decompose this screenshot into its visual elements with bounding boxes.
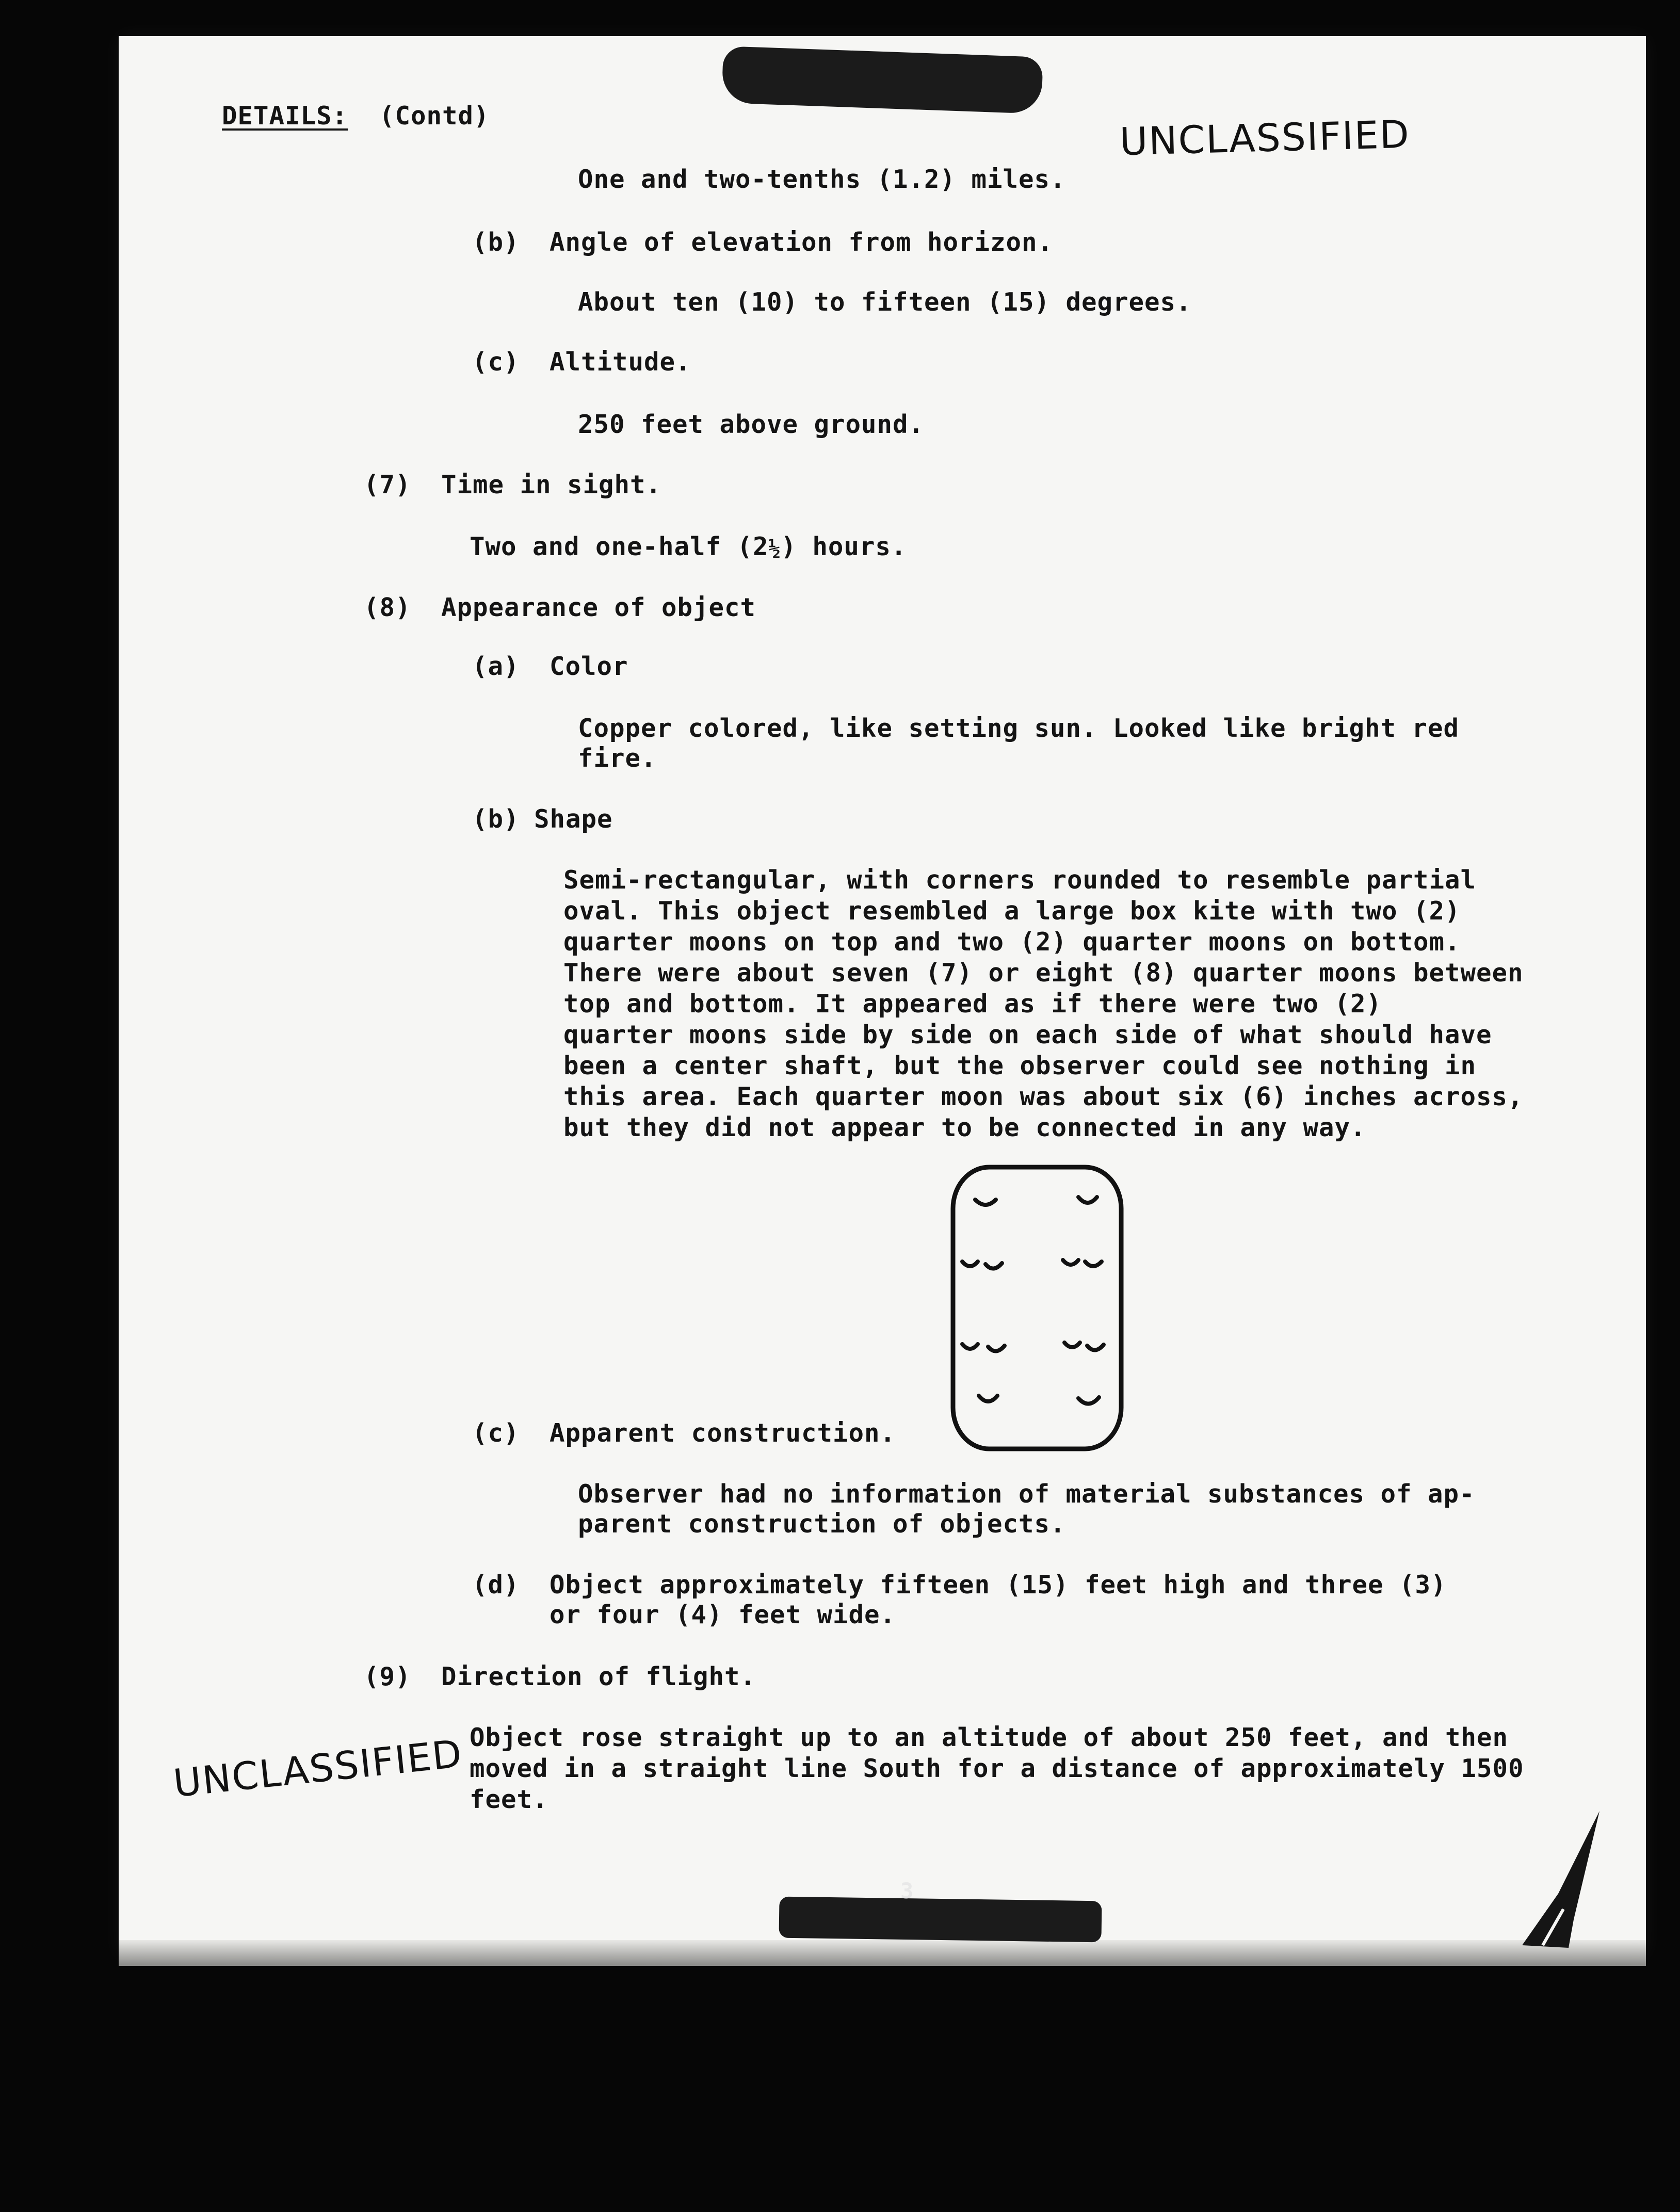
distance-value: One and two-tenths (1.2) miles. — [578, 165, 1066, 194]
shape-line: top and bottom. It appeared as if there were two (2) — [563, 989, 1382, 1019]
redaction-mark-top — [721, 46, 1043, 114]
section-7-value-post: ) hours. — [781, 532, 907, 561]
quarter-moon-mark — [962, 1262, 978, 1266]
shape-line: oval. This object resembled a large box kite with two (2) — [563, 896, 1461, 926]
item-a-title: Color — [550, 652, 628, 681]
page-shadow-strip — [119, 1940, 1646, 1966]
item-shape-title: Shape — [534, 804, 613, 834]
quarter-moon-mark — [1085, 1262, 1102, 1266]
item-d-marker: (d) — [472, 1570, 520, 1600]
flight-line: moved in a straight line South for a distance of approximately 1500 — [470, 1754, 1524, 1783]
shape-description — [563, 865, 1524, 1143]
quarter-moon-mark — [1078, 1397, 1099, 1404]
section-9-marker: (9) — [364, 1662, 411, 1691]
unclassified-stamp-top: UNCLASSIFIED — [1119, 112, 1411, 165]
construction-line-1: Observer had no information of material substances of ap- — [578, 1479, 1475, 1509]
flight-description — [470, 1722, 1524, 1815]
unclassified-stamp-bottom: UNCLASSIFIED — [171, 1731, 465, 1806]
item-b-value: About ten (10) to fifteen (15) degrees. — [578, 287, 1192, 317]
item-shape-marker: (b) — [472, 804, 520, 834]
quarter-moon-mark — [979, 1396, 997, 1401]
page-number: 3 — [900, 1878, 914, 1903]
construction-line-2: parent construction of objects. — [578, 1509, 1066, 1539]
object-sketch — [947, 1161, 1127, 1455]
shape-line: Semi-rectangular, with corners rounded to resemble partial — [563, 865, 1477, 895]
shape-line: quarter moons on top and two (2) quarter moons on bottom. — [563, 927, 1461, 957]
quarter-moon-mark — [1064, 1343, 1080, 1347]
shape-line: but they did not appear to be connected in any way. — [563, 1113, 1366, 1142]
flight-line: feet. — [470, 1785, 548, 1814]
section-7-value — [470, 531, 907, 564]
corner-tear-mark — [1512, 1806, 1605, 1956]
contd-label: (Contd) — [379, 101, 490, 131]
color-line-1: Copper colored, like setting sun. Looked like bright red — [578, 714, 1460, 743]
section-7-value-fraction: ½ — [768, 537, 781, 560]
quarter-moon-mark — [1087, 1345, 1104, 1350]
item-b-title: Angle of elevation from horizon. — [550, 228, 1054, 257]
item-c-value: 250 feet above ground. — [578, 410, 925, 439]
item-construction-marker: (c) — [472, 1418, 520, 1448]
item-b-marker: (b) — [472, 228, 520, 257]
item-c-marker: (c) — [472, 347, 520, 377]
item-c-title: Altitude. — [550, 347, 691, 377]
section-7-value-pre: Two and one-half (2 — [470, 532, 769, 561]
section-7-title: Time in sight. — [441, 470, 662, 499]
quarter-moon-mark — [986, 1263, 1002, 1269]
section-9-title: Direction of flight. — [441, 1662, 756, 1691]
flight-line: Object rose straight up to an altitude of about 250 feet, and then — [470, 1723, 1509, 1752]
item-a-marker: (a) — [472, 652, 520, 681]
quarter-moon-mark — [988, 1346, 1005, 1351]
quarter-moon-mark — [975, 1200, 996, 1205]
color-line-2: fire. — [578, 744, 657, 773]
quarter-moon-mark — [1063, 1260, 1078, 1265]
section-8-marker: (8) — [364, 593, 411, 622]
quarter-moon-mark — [962, 1344, 978, 1349]
shape-line: been a center shaft, but the observer could see nothing in — [563, 1051, 1477, 1080]
dimensions-line-1: Object approximately fifteen (15) feet high and three (3) — [550, 1570, 1447, 1600]
shape-line: quarter moons side by side on each side of what should have — [563, 1020, 1492, 1050]
shape-line: There were about seven (7) or eight (8) quarter moons between — [563, 958, 1524, 988]
redaction-mark-bottom — [779, 1897, 1102, 1943]
section-8-title: Appearance of object — [441, 593, 756, 622]
sketch-outline — [953, 1167, 1121, 1449]
dimensions-line-2: or four (4) feet wide. — [550, 1600, 896, 1629]
shape-line: this area. Each quarter moon was about six (6) inches across, — [563, 1082, 1524, 1111]
item-construction-title: Apparent construction. — [550, 1418, 896, 1448]
section-7-marker: (7) — [364, 470, 411, 499]
details-label: DETAILS: — [222, 101, 348, 131]
quarter-moon-mark — [1078, 1197, 1097, 1203]
